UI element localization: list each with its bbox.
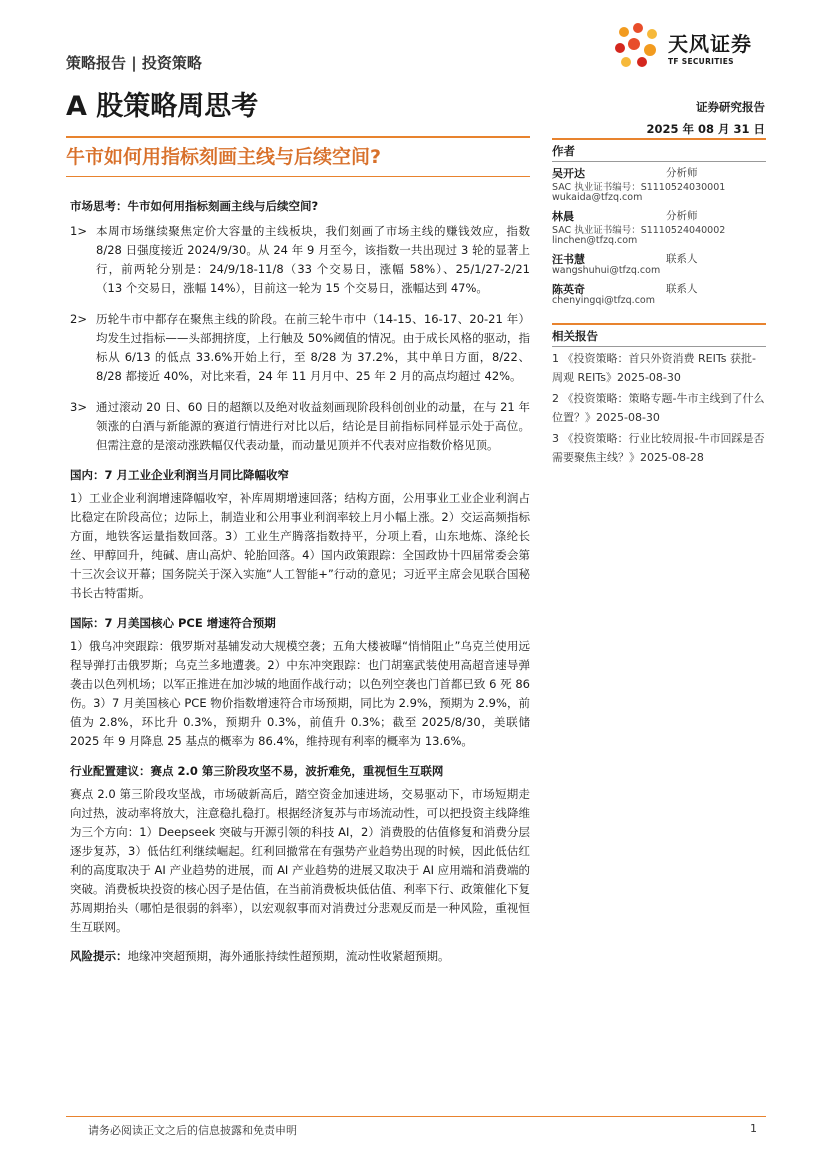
logo-dot	[619, 27, 629, 37]
author-role: 分析师	[666, 210, 698, 222]
logo-mark-icon	[612, 22, 664, 72]
author-sac: SAC 执业证书编号：S1110524030001	[552, 182, 726, 193]
report-type: 证券研究报告	[696, 100, 765, 114]
author-role: 分析师	[666, 167, 698, 179]
author-email[interactable]: wukaida@tfzq.com	[552, 192, 643, 203]
logo-dot	[644, 44, 656, 56]
main-title: A 股策略周思考	[66, 91, 259, 122]
author-name: 汪书慧	[552, 253, 585, 266]
logo-subtitle: TF SECURITIES	[668, 57, 734, 66]
risk-text: 地缘冲突超预期，海外通胀持续性超预期，流动性收紧超预期。	[127, 949, 450, 963]
logo-dot	[637, 57, 647, 67]
author-block	[552, 278, 766, 308]
section-title-international: 国际：7 月美国核心 PCE 增速符合预期	[70, 616, 276, 630]
authors-heading: 作者	[552, 140, 766, 162]
logo-dot	[621, 57, 631, 67]
list-item-number: 1>	[70, 224, 87, 238]
list-item-text: 本周市场继续聚焦定价大容量的主线板块，我们刻画了市场主线的赚钱效应，指数 8/28 日强度接近 2024/9/30。从 24 年 9 月至今，该指数一共出现过 3 轮的显著上行，前两轮分别是：24/9/18-11/8（33 个交易日，涨幅 58%）、25/1/27-2/21（13 个交易日，涨幅 14%），目前这一轮为 15 个交易日，涨幅达到 47%。	[96, 224, 530, 295]
page-number: 1	[750, 1122, 757, 1135]
author-sac: SAC 执业证书编号：S1110524040002	[552, 225, 726, 236]
section-text-industry: 赛点 2.0 第三阶段攻坚战，市场破新高后，踏空资金加速进场，交易驱动下，市场短期走向过热，波动率将放大，注意稳扎稳打。根据经济复苏与市场流动性，可以把投资主线降维为三个方向：1）Deepseek 突破与开源引领的科技 AI，2）消费股的估值修复和消费分层逐步复苏，3）低估红利继续崛起。红利回撤常在有强势产业趋势出现的时候，因此低估红利的高度取决于 AI 产业趋势的进展，而 AI 产业趋势的进展又取决于 AI 应用端和消费端的突破。消费板块投资的核心因子是估值，在当前消费板块低估值、利率下行、政策催化下复苏周期抬头（哪怕是很弱的斜率），以宏观叙事而对消费过分悲观反而是一种风险，重视恒生互联网。	[70, 787, 530, 934]
report-category: 策略报告 | 投资策略	[66, 54, 202, 72]
author-block	[552, 248, 766, 278]
author-email[interactable]: chenyingqi@tfzq.com	[552, 295, 655, 306]
risk-warning	[70, 947, 530, 966]
report-subtitle: 牛市如何用指标刻画主线与后续空间?	[66, 146, 382, 168]
section-text-international: 1）俄乌冲突跟踪：俄罗斯对基辅发动大规模空袭；五角大楼被曝“悄悄阻止”乌克兰使用远程导弹打击俄罗斯；乌克兰多地遭袭。2）中东冲突跟踪：也门胡塞武装使用高超音速导弹袭击以色列机场；以军正推进在加沙城的地面作战行动；以色列空袭也门首都已致 6 死 86 伤。3）7 月美国核心 PCE 物价指数增速符合市场预期，同比为 2.9%，预期为 2.9%，前值为 2.8%，环比升 0.3%，预期升 0.3%，前值升 0.3%；截至 2025/8/30，美联储 2025 年 9 月降息 25 基点的概率为 86.4%，维持现有利率的概率为 13.6%。	[70, 639, 530, 748]
list-item-text: 历轮牛市中都存在聚焦主线的阶段。在前三轮牛市中（14-15、16-17、20-21 年）均发生过指标——头部拥挤度，上行触及 50%阈值的情况。由于成长风格的驱动，指标从 6/13 的低点 33.6%开始上行，至 8/28 为 37.2%，其中单日方面，8/22、8/28 都接近 40%，对比来看，24 年 11 月月中、25 年 2 月的高点均超过 42%。	[96, 312, 530, 383]
footer-divider	[66, 1116, 766, 1117]
related-heading: 相关报告	[552, 325, 766, 347]
sidebar	[552, 138, 766, 467]
risk-label: 风险提示：	[70, 949, 128, 963]
list-item-text: 通过滚动 20 日、60 日的超额以及绝对收益刻画现阶段科创创业的动量，在与 21 年领涨的白酒与新能源的赛道行情进行对比以后，结论是目前指标同样显示处于高位。但需注意的是滚动涨跌幅仅代表动量，而动量见顶并不代表对应指数价格见顶。	[96, 400, 530, 452]
logo-dot	[615, 43, 625, 53]
list-item	[70, 222, 530, 298]
subtitle-divider	[66, 176, 530, 177]
logo-dot	[633, 23, 643, 33]
section-title-market: 市场思考：牛市如何用指标刻画主线与后续空间?	[70, 199, 319, 213]
list-item-number: 2>	[70, 312, 87, 326]
related-report-item[interactable]: 3 《投资策略：行业比较周报-牛市回踩是否需要聚焦主线？》2025-08-28	[552, 432, 765, 464]
company-logo	[612, 22, 762, 72]
section-text-domestic: 1）工业企业利润增速降幅收窄，补库周期增速回落；结构方面，公用事业工业企业利润占比稳定在阶段高位；边际上，制造业和公用事业利润率较上月小幅上涨。2）交运高频指标方面，地铁客运量指数回落。3）工业生产腾落指数持平，分项上看，山东地炼、涤纶长丝、甲醇回升，纯碱、唐山高炉、轮胎回落。4）国内政策跟踪：全国政协十四届常委会第十三次会议开幕；国务院关于深入实施“人工智能+”行动的意见；习近平主席会见联合国秘书长古特雷斯。	[70, 491, 530, 600]
related-report-item[interactable]: 1 《投资策略：首只外资消费 REITs 获批-周观 REITs》2025-08-30	[552, 352, 756, 384]
logo-dot	[628, 38, 640, 50]
report-body	[70, 196, 530, 966]
author-name: 吴开达	[552, 167, 585, 180]
list-item	[70, 398, 530, 455]
footer-disclaimer[interactable]: 请务必阅读正文之后的信息披露和免责申明	[88, 1124, 297, 1137]
related-reports	[552, 323, 766, 467]
list-item	[70, 310, 530, 386]
section-title-industry: 行业配置建议：赛点 2.0 第三阶段攻坚不易，波折难免，重视恒生互联网	[70, 764, 444, 778]
list-item-number: 3>	[70, 400, 87, 414]
title-divider	[66, 136, 530, 138]
logo-dot	[647, 29, 657, 39]
author-role: 联系人	[666, 253, 698, 265]
author-name: 林晨	[552, 210, 574, 223]
author-block	[552, 205, 766, 248]
author-email[interactable]: linchen@tfzq.com	[552, 235, 638, 246]
logo-name: 天风证券	[668, 32, 752, 56]
author-block	[552, 162, 766, 205]
author-role: 联系人	[666, 283, 698, 295]
author-email[interactable]: wangshuhui@tfzq.com	[552, 265, 661, 276]
report-date: 2025 年 08 月 31 日	[646, 122, 765, 136]
author-name: 陈英奇	[552, 283, 585, 296]
related-report-item[interactable]: 2 《投资策略：策略专题-牛市主线到了什么位置？》2025-08-30	[552, 392, 765, 424]
section-title-domestic: 国内：7 月工业企业利润当月同比降幅收窄	[70, 468, 290, 482]
